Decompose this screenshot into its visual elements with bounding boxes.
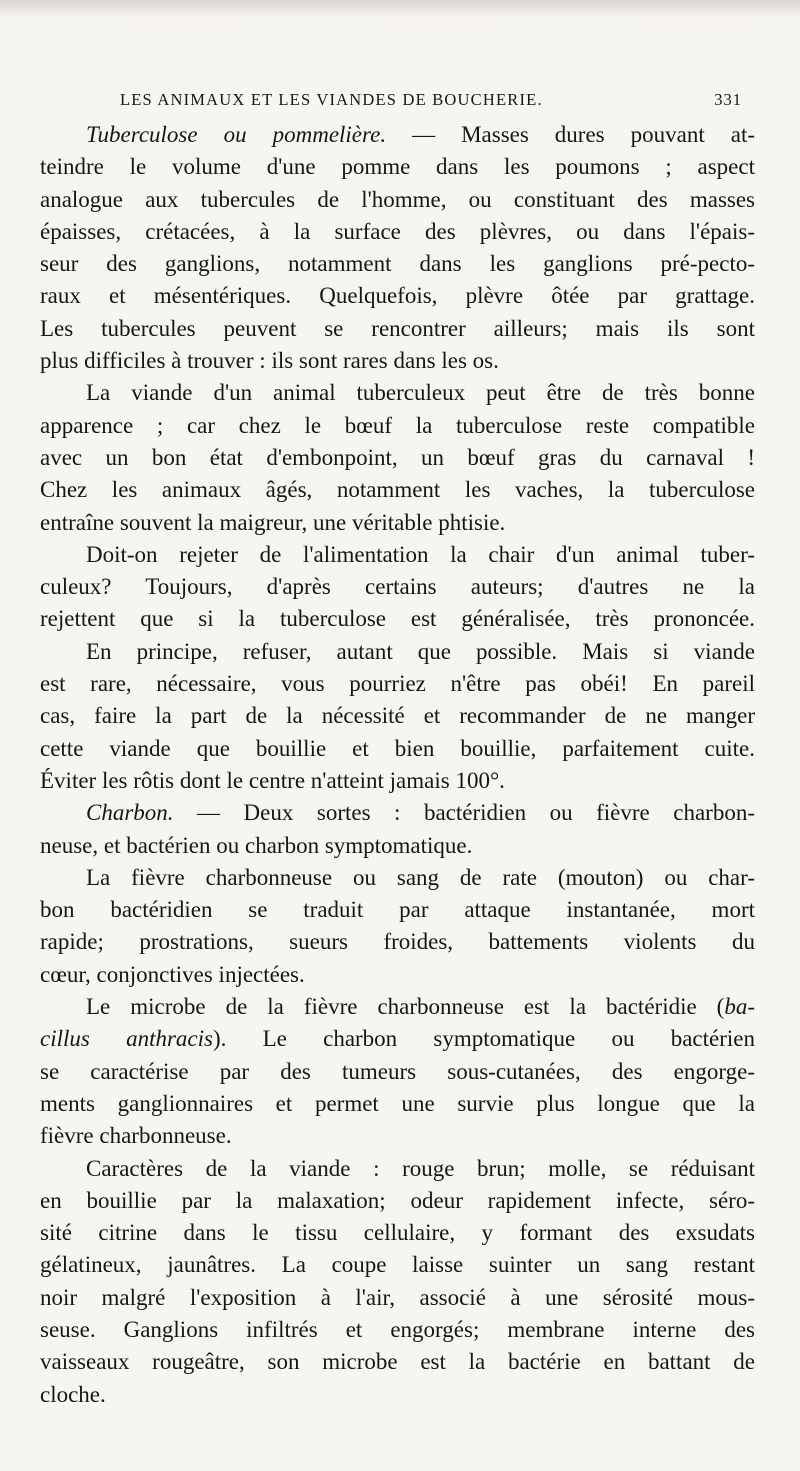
text-line	[40, 507, 755, 539]
text-line	[40, 959, 755, 991]
text-line	[40, 1217, 755, 1249]
text-run: rapide; prostrations, sueurs froides, battements violents du	[40, 929, 755, 955]
text-line	[40, 1023, 755, 1055]
text-line	[40, 280, 755, 312]
text-run: sité citrine dans le tissu cellulaire, y formant des exsudats	[40, 1220, 755, 1246]
running-title: LES ANIMAUX ET LES VIANDES DE BOUCHERIE.	[120, 90, 543, 109]
text-run: bon bactéridien se traduit par attaque instantanée, mort	[40, 897, 755, 923]
text-run: culeux? Toujours, d'après certains auteurs; d'autres ne la	[40, 574, 755, 600]
text-run: ments ganglionnaires et permet une survie plus longue que la	[40, 1090, 755, 1116]
text-run: noir malgré l'exposition à l'air, associé à une sérosité mous-	[40, 1284, 755, 1310]
italic-text: Tuberculose ou pommelière.	[86, 122, 387, 147]
text-run: Caractères de la viande : rouge brun; molle, se réduisant	[86, 1155, 755, 1181]
text-line	[40, 894, 755, 926]
text-line	[40, 345, 755, 377]
text-run: La fièvre charbonneuse ou sang de rate (mouton) ou char-	[86, 864, 755, 890]
text-run: en bouillie par la malaxation; odeur rapidement infecte, séro-	[40, 1187, 755, 1213]
page-top-edge	[0, 0, 800, 18]
text-line	[40, 410, 755, 442]
running-head	[40, 90, 740, 114]
text-run: Doit-on rejeter de l'alimentation la chair d'un animal tuber-	[86, 541, 755, 567]
text-line	[40, 765, 755, 797]
text-line	[40, 539, 755, 571]
italic-text: ba-	[724, 994, 755, 1020]
text-run: Les tubercules peuvent se rencontrer ailleurs; mais ils sont	[40, 315, 755, 341]
text-run: Éviter les rôtis dont le centre n'atteint jamais 100°.	[40, 767, 505, 793]
text-line	[40, 571, 755, 603]
text-line	[40, 700, 755, 732]
text-run: épaisses, crétacées, à la surface des plèvres, ou dans l'épais-	[40, 218, 755, 244]
text-run: raux et mésentériques. Quelquefois, plèvre ôtée par grattage.	[40, 283, 755, 309]
text-run: En principe, refuser, autant que possible. Mais si viande	[86, 638, 755, 664]
italic-text: cillus anthracis	[40, 1026, 213, 1052]
text-line	[40, 119, 755, 151]
text-line	[40, 216, 755, 248]
text-run: est rare, nécessaire, vous pourriez n'être pas obéi! En pareil	[40, 671, 755, 697]
text-line	[40, 668, 755, 700]
text-line	[40, 1153, 755, 1185]
text-line	[40, 1249, 755, 1281]
text-line	[40, 1314, 755, 1346]
text-line	[40, 733, 755, 765]
text-line	[40, 184, 755, 216]
text-line	[40, 1379, 755, 1411]
text-run: — Deux sortes : bactéridien ou fièvre charbon-	[173, 800, 755, 826]
text-run: plus difficiles à trouver : ils sont rares dans les os.	[40, 348, 499, 374]
text-line	[40, 926, 755, 958]
text-run: Le microbe de la fièvre charbonneuse est la bactéridie (	[86, 994, 725, 1020]
text-run: apparence ; car chez le bœuf la tuberculose reste compatible	[40, 412, 755, 438]
text-line	[40, 1056, 755, 1088]
text-run: analogue aux tubercules de l'homme, ou constituant des masses	[40, 186, 755, 212]
text-run: avec un bon état d'embonpoint, un bœuf gras du carnaval !	[40, 444, 755, 470]
text-line	[40, 442, 755, 474]
text-line	[40, 797, 755, 829]
text-line	[40, 1282, 755, 1314]
text-line	[40, 603, 755, 635]
text-line	[40, 151, 755, 183]
text-line	[40, 1120, 755, 1152]
text-run: gélatineux, jaunâtres. La coupe laisse suinter un sang restant	[40, 1252, 755, 1278]
text-line	[40, 1346, 755, 1378]
italic-text: Charbon.	[86, 800, 174, 826]
text-run: La viande d'un animal tuberculeux peut être de très bonne	[86, 380, 755, 406]
page-number: 331	[714, 90, 742, 109]
text-line	[40, 474, 755, 506]
text-run: fièvre charbonneuse.	[40, 1123, 232, 1149]
body-text	[40, 119, 755, 1411]
text-line	[40, 991, 755, 1023]
text-run: entraîne souvent la maigreur, une véritable phtisie.	[40, 509, 506, 535]
text-run: cas, faire la part de la nécessité et recommander de ne manger	[40, 703, 755, 729]
text-run: cette viande que bouillie et bien bouillie, parfaitement cuite.	[40, 735, 755, 761]
text-line	[40, 1088, 755, 1120]
text-line	[40, 830, 755, 862]
text-line	[40, 636, 755, 668]
text-run: teindre le volume d'une pomme dans les poumons ; aspect	[40, 154, 755, 180]
text-run: vaisseaux rougeâtre, son microbe est la bactérie en battant de	[40, 1349, 755, 1375]
text-run: rejettent que si la tuberculose est généralisée, très prononcée.	[40, 606, 755, 632]
text-line	[40, 377, 755, 409]
text-run: seuse. Ganglions infiltrés et engorgés; membrane interne des	[40, 1316, 755, 1342]
text-run: ). Le charbon symptomatique ou bactérien	[212, 1026, 755, 1052]
text-line	[40, 313, 755, 345]
text-line	[40, 1185, 755, 1217]
text-run: cloche.	[40, 1381, 106, 1407]
text-run: se caractérise par des tumeurs sous-cutanées, des engorge-	[40, 1058, 755, 1084]
text-line	[40, 248, 755, 280]
text-run: Chez les animaux âgés, notamment les vaches, la tuberculose	[40, 477, 755, 503]
text-run: seur des ganglions, notamment dans les ganglions pré-pecto-	[40, 251, 755, 277]
text-run: — Masses dures pouvant at-	[386, 122, 755, 147]
text-line	[40, 862, 755, 894]
text-run: cœur, conjonctives injectées.	[40, 961, 305, 987]
text-run: neuse, et bactérien ou charbon symptomatique.	[40, 832, 473, 858]
